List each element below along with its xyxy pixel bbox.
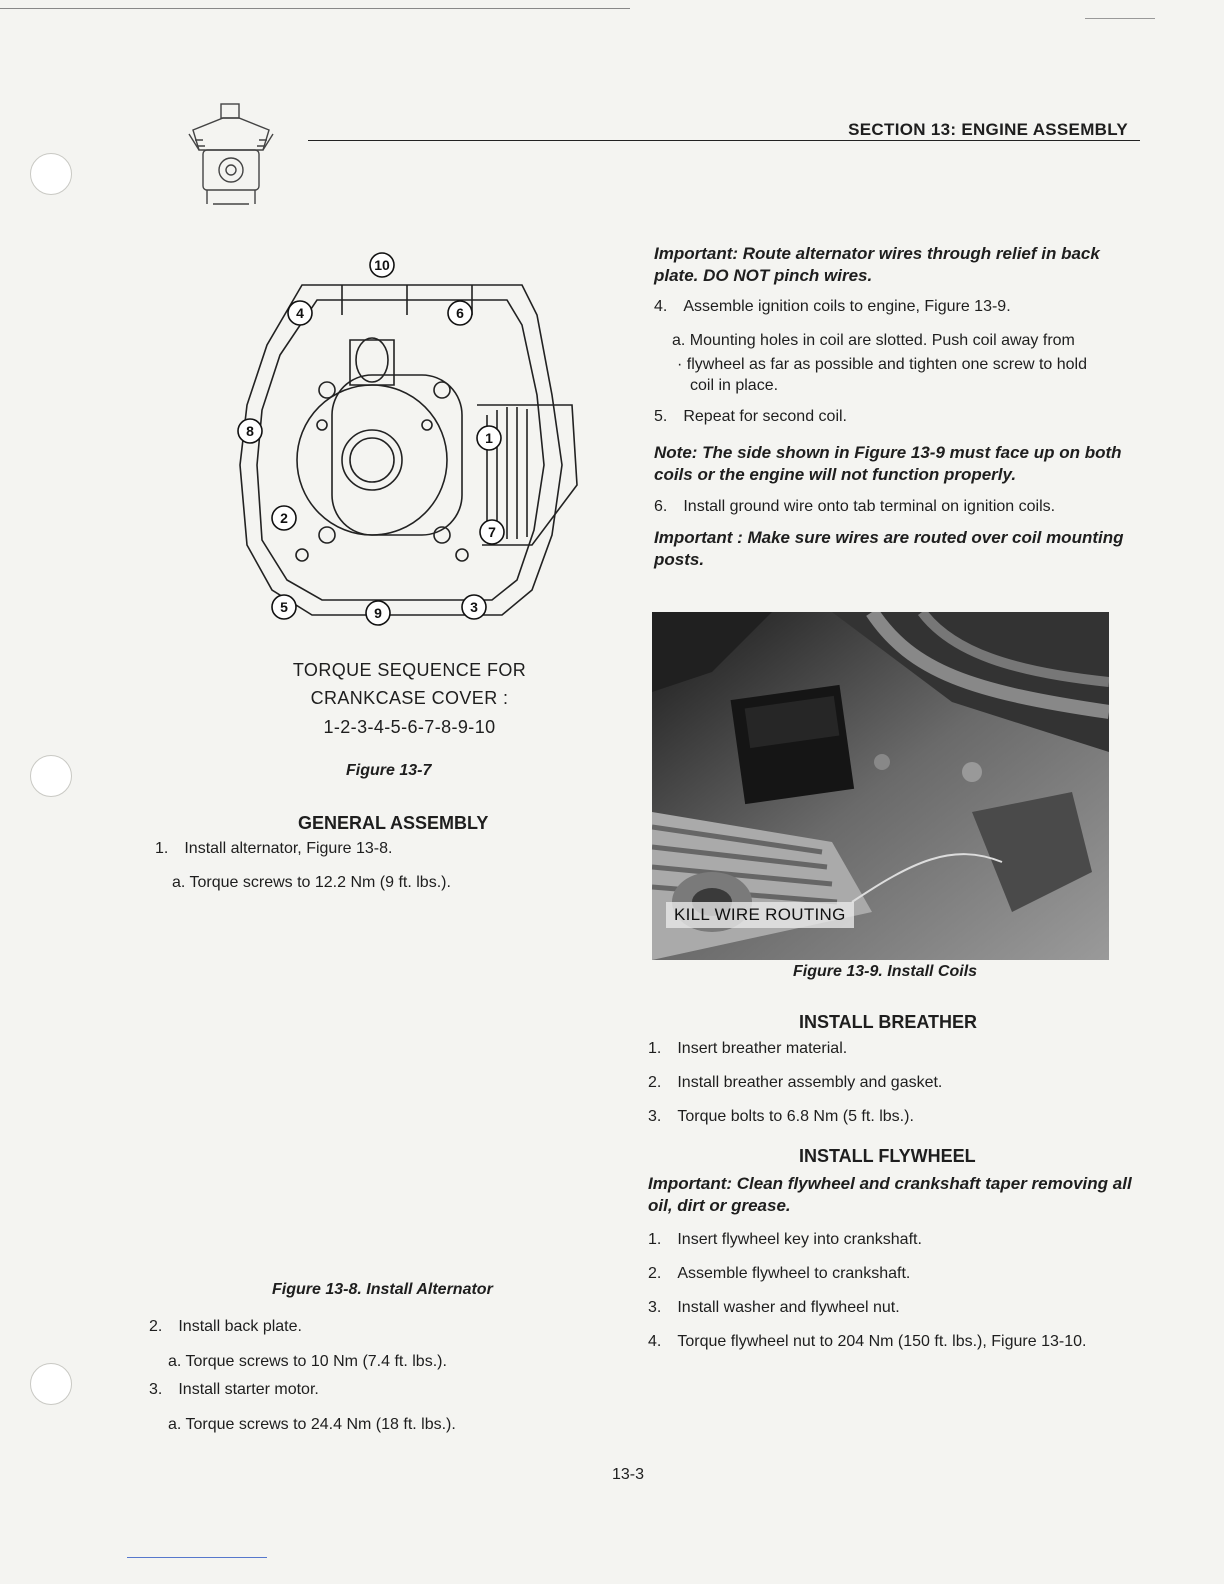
ga-step-2a: a. Torque screws to 10 Nm (7.4 ft. lbs.). bbox=[168, 1353, 447, 1370]
flywheel-step-2: 2. Assemble flywheel to crankshaft. bbox=[648, 1265, 911, 1282]
important-alternator-wires: Important: Route alternator wires through relief in back plate. DO NOT pinch wires. bbox=[654, 244, 1100, 285]
breather-step-1: 1. Insert breather material. bbox=[648, 1040, 848, 1057]
bolt-marker-5 bbox=[272, 595, 296, 619]
ga-step-1: 1. Install alternator, Figure 13-8. bbox=[155, 840, 393, 857]
install-flywheel-heading: INSTALL FLYWHEEL bbox=[799, 1146, 976, 1166]
install-breather-heading: INSTALL BREATHER bbox=[799, 1012, 977, 1032]
bolt-marker-4 bbox=[288, 301, 312, 325]
binder-hole-middle bbox=[30, 755, 72, 797]
bolt-number: 6 bbox=[456, 305, 464, 321]
step-4a-line-3: coil in place. bbox=[690, 377, 779, 394]
bolt-number: 1 bbox=[485, 430, 493, 446]
figure-13-7-label: Figure 13-7 bbox=[346, 762, 432, 779]
step-4a-line-2: · flywheel as far as possible and tighten one screw to hold bbox=[677, 356, 1088, 373]
bolt-marker-10 bbox=[370, 253, 394, 277]
binder-hole-bottom bbox=[30, 1363, 72, 1405]
bolt-marker-1 bbox=[477, 426, 501, 450]
important-coil-posts: Important : Make sure wires are routed over coil mounting posts. bbox=[654, 528, 1124, 569]
crankcase-cover-diagram bbox=[232, 245, 587, 630]
ga-step-2: 2. Install back plate. bbox=[149, 1318, 302, 1335]
flywheel-step-3: 3. Install washer and flywheel nut. bbox=[648, 1299, 900, 1316]
section-title: SECTION 13: ENGINE ASSEMBLY bbox=[848, 120, 1128, 139]
bolt-number: 4 bbox=[296, 305, 304, 321]
figure-13-8-label: Figure 13-8. Install Alternator bbox=[272, 1281, 493, 1298]
scan-bottom-line bbox=[127, 1557, 267, 1558]
bolt-marker-9 bbox=[366, 601, 390, 625]
torque-caption-line-2: CRANKCASE COVER : bbox=[310, 688, 509, 708]
bolt-marker-6 bbox=[448, 301, 472, 325]
bolt-number: 5 bbox=[280, 599, 288, 615]
ga-step-1a: a. Torque screws to 12.2 Nm (9 ft. lbs.). bbox=[172, 874, 451, 891]
breather-step-2: 2. Install breather assembly and gasket. bbox=[648, 1074, 943, 1091]
kill-wire-routing-label: KILL WIRE ROUTING bbox=[666, 902, 854, 928]
bolt-number: 3 bbox=[470, 599, 478, 615]
bolt-number: 10 bbox=[374, 257, 390, 273]
install-coils-photo bbox=[652, 612, 1109, 960]
bolt-marker-3 bbox=[462, 595, 486, 619]
bolt-number: 9 bbox=[374, 605, 382, 621]
flywheel-step-4: 4. Torque flywheel nut to 204 Nm (150 ft. lbs.), Figure 13-10. bbox=[648, 1333, 1087, 1350]
binder-hole-top bbox=[30, 153, 72, 195]
scan-edge-line-right bbox=[1085, 18, 1155, 19]
figure-13-9-label: Figure 13-9. Install Coils bbox=[793, 963, 978, 980]
step-4: 4. Assemble ignition coils to engine, Figure 13-9. bbox=[654, 298, 1011, 315]
bolt-number: 7 bbox=[488, 524, 496, 540]
ga-step-3a: a. Torque screws to 24.4 Nm (18 ft. lbs.). bbox=[168, 1416, 456, 1433]
bolt-marker-7 bbox=[480, 520, 504, 544]
flywheel-step-1: 1. Insert flywheel key into crankshaft. bbox=[648, 1231, 922, 1248]
note-side-shown: Note: The side shown in Figure 13-9 must face up on both coils or the engine will not function properly. bbox=[654, 443, 1122, 484]
bolt-number: 8 bbox=[246, 423, 254, 439]
breather-step-3: 3. Torque bolts to 6.8 Nm (5 ft. lbs.). bbox=[648, 1108, 914, 1125]
bolt-marker-2 bbox=[272, 506, 296, 530]
step-4a-line-1: a. Mounting holes in coil are slotted. Push coil away from bbox=[672, 332, 1075, 349]
step-6: 6. Install ground wire onto tab terminal on ignition coils. bbox=[654, 498, 1056, 515]
scan-edge-line bbox=[0, 8, 630, 9]
ga-step-3: 3. Install starter motor. bbox=[149, 1381, 319, 1398]
engine-logo-icon bbox=[183, 100, 279, 208]
bolt-marker-8 bbox=[238, 419, 262, 443]
torque-caption-line-1: TORQUE SEQUENCE FOR bbox=[292, 660, 527, 680]
bolt-number: 2 bbox=[280, 510, 288, 526]
page-number: 13-3 bbox=[612, 1466, 645, 1483]
step-5: 5. Repeat for second coil. bbox=[654, 408, 847, 425]
general-assembly-heading: GENERAL ASSEMBLY bbox=[298, 813, 489, 833]
torque-caption-line-3: 1-2-3-4-5-6-7-8-9-10 bbox=[323, 717, 496, 737]
header-rule bbox=[308, 140, 1140, 141]
important-clean-flywheel: Important: Clean flywheel and crankshaft taper removing all oil, dirt or grease. bbox=[648, 1174, 1132, 1215]
